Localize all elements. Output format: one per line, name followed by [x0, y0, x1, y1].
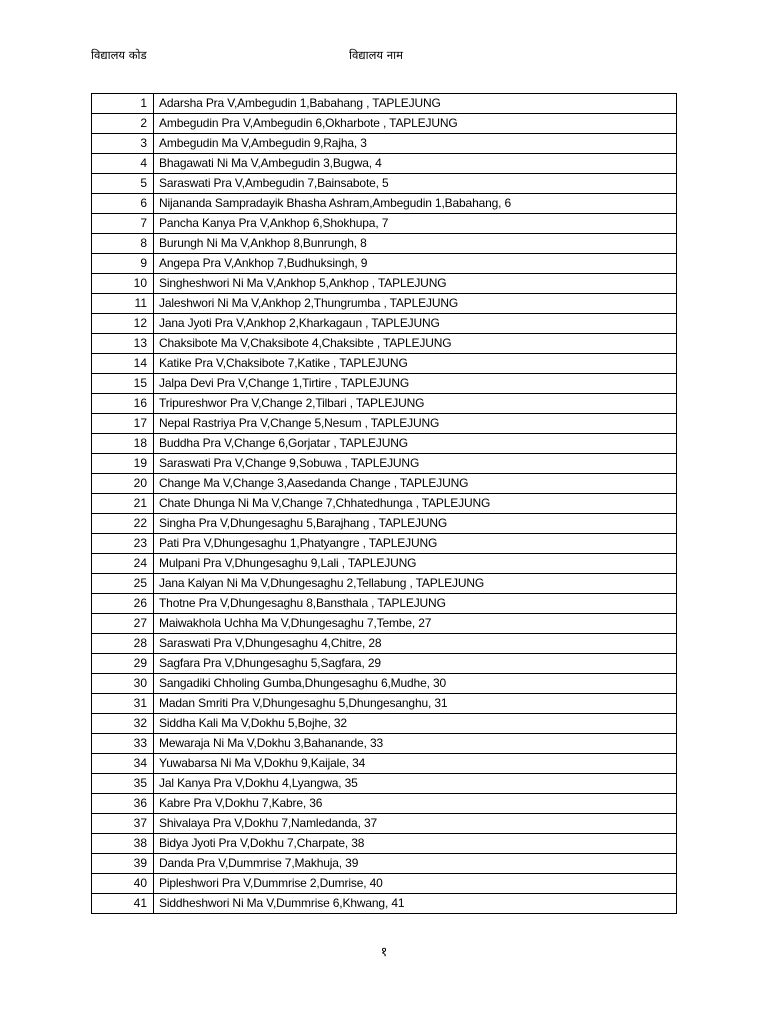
school-name-cell: Yuwabarsa Ni Ma V,Dokhu 9,Kaijale, 34 — [154, 754, 677, 774]
table-row — [92, 514, 677, 534]
table-row — [92, 594, 677, 614]
table-row — [92, 674, 677, 694]
school-name-cell: Katike Pra V,Chaksibote 7,Katike , TAPLEJUNG — [154, 354, 677, 374]
school-name-cell: Siddheshwori Ni Ma V,Dummrise 6,Khwang, 41 — [154, 894, 677, 914]
school-name-cell: Chaksibote Ma V,Chaksibote 4,Chaksibte , TAPLEJUNG — [154, 334, 677, 354]
school-name-cell: Sagfara Pra V,Dhungesaghu 5,Sagfara, 29 — [154, 654, 677, 674]
school-list-table — [91, 93, 677, 914]
school-code-cell: 8 — [92, 234, 154, 254]
school-code-cell: 39 — [92, 854, 154, 874]
table-row — [92, 414, 677, 434]
school-code-cell: 28 — [92, 634, 154, 654]
table-row — [92, 774, 677, 794]
school-code-cell: 21 — [92, 494, 154, 514]
table-row — [92, 734, 677, 754]
school-code-cell: 10 — [92, 274, 154, 294]
school-code-cell: 5 — [92, 174, 154, 194]
school-name-cell: Pati Pra V,Dhungesaghu 1,Phatyangre , TAPLEJUNG — [154, 534, 677, 554]
school-code-cell: 41 — [92, 894, 154, 914]
school-name-cell: Burungh Ni Ma V,Ankhop 8,Bunrungh, 8 — [154, 234, 677, 254]
school-code-cell: 18 — [92, 434, 154, 454]
school-code-cell: 4 — [92, 154, 154, 174]
table-row — [92, 614, 677, 634]
table-row — [92, 794, 677, 814]
table-row — [92, 254, 677, 274]
school-name-cell: Chate Dhunga Ni Ma V,Change 7,Chhatedhunga , TAPLEJUNG — [154, 494, 677, 514]
school-code-cell: 24 — [92, 554, 154, 574]
school-name-cell: Ambegudin Ma V,Ambegudin 9,Rajha, 3 — [154, 134, 677, 154]
table-row — [92, 474, 677, 494]
school-code-cell: 30 — [92, 674, 154, 694]
table-row — [92, 554, 677, 574]
school-code-cell: 16 — [92, 394, 154, 414]
table-row — [92, 354, 677, 374]
table-row — [92, 114, 677, 134]
page-number: १ — [380, 945, 388, 960]
school-name-cell: Change Ma V,Change 3,Aasedanda Change , TAPLEJUNG — [154, 474, 677, 494]
table-row — [92, 214, 677, 234]
table-row — [92, 334, 677, 354]
school-code-cell: 32 — [92, 714, 154, 734]
school-code-cell: 38 — [92, 834, 154, 854]
table-row — [92, 94, 677, 114]
school-name-cell: Pipleshwori Pra V,Dummrise 2,Dumrise, 40 — [154, 874, 677, 894]
school-name-cell: Buddha Pra V,Change 6,Gorjatar , TAPLEJUNG — [154, 434, 677, 454]
school-code-cell: 22 — [92, 514, 154, 534]
school-code-cell: 31 — [92, 694, 154, 714]
school-name-cell: Jal Kanya Pra V,Dokhu 4,Lyangwa, 35 — [154, 774, 677, 794]
school-name-cell: Saraswati Pra V,Ambegudin 7,Bainsabote, 5 — [154, 174, 677, 194]
school-name-cell: Saraswati Pra V,Change 9,Sobuwa , TAPLEJUNG — [154, 454, 677, 474]
school-code-cell: 2 — [92, 114, 154, 134]
school-name-cell: Nijananda Sampradayik Bhasha Ashram,Ambegudin 1,Babahang, 6 — [154, 194, 677, 214]
table-row — [92, 154, 677, 174]
table-row — [92, 294, 677, 314]
school-code-cell: 37 — [92, 814, 154, 834]
table-row — [92, 534, 677, 554]
school-code-cell: 14 — [92, 354, 154, 374]
table-row — [92, 834, 677, 854]
school-code-cell: 19 — [92, 454, 154, 474]
school-code-cell: 3 — [92, 134, 154, 154]
school-code-cell: 33 — [92, 734, 154, 754]
school-code-cell: 26 — [92, 594, 154, 614]
school-name-cell: Jaleshwori Ni Ma V,Ankhop 2,Thungrumba , TAPLEJUNG — [154, 294, 677, 314]
school-code-cell: 35 — [92, 774, 154, 794]
table-row — [92, 634, 677, 654]
school-name-cell: Bidya Jyoti Pra V,Dokhu 7,Charpate, 38 — [154, 834, 677, 854]
school-code-cell: 1 — [92, 94, 154, 114]
table-row — [92, 374, 677, 394]
table-row — [92, 654, 677, 674]
school-name-cell: Mewaraja Ni Ma V,Dokhu 3,Bahanande, 33 — [154, 734, 677, 754]
table-row — [92, 394, 677, 414]
table-row — [92, 694, 677, 714]
school-name-cell: Danda Pra V,Dummrise 7,Makhuja, 39 — [154, 854, 677, 874]
table-row — [92, 434, 677, 454]
school-name-cell: Shivalaya Pra V,Dokhu 7,Namledanda, 37 — [154, 814, 677, 834]
table-row — [92, 274, 677, 294]
table-row — [92, 874, 677, 894]
school-code-cell: 13 — [92, 334, 154, 354]
school-name-cell: Singha Pra V,Dhungesaghu 5,Barajhang , TAPLEJUNG — [154, 514, 677, 534]
table-row — [92, 574, 677, 594]
column-header-school-code: विद्यालय कोड — [91, 48, 147, 62]
school-name-cell: Jana Jyoti Pra V,Ankhop 2,Kharkagaun , TAPLEJUNG — [154, 314, 677, 334]
column-header-school-name: विद्यालय नाम — [349, 48, 403, 62]
school-code-cell: 7 — [92, 214, 154, 234]
table-row — [92, 894, 677, 914]
school-name-cell: Saraswati Pra V,Dhungesaghu 4,Chitre, 28 — [154, 634, 677, 654]
school-name-cell: Jalpa Devi Pra V,Change 1,Tirtire , TAPLEJUNG — [154, 374, 677, 394]
school-code-cell: 11 — [92, 294, 154, 314]
school-name-cell: Mulpani Pra V,Dhungesaghu 9,Lali , TAPLEJUNG — [154, 554, 677, 574]
table-row — [92, 194, 677, 214]
school-code-cell: 27 — [92, 614, 154, 634]
table-row — [92, 754, 677, 774]
table-row — [92, 174, 677, 194]
table-body — [92, 94, 677, 914]
school-code-cell: 12 — [92, 314, 154, 334]
school-name-cell: Adarsha Pra V,Ambegudin 1,Babahang , TAPLEJUNG — [154, 94, 677, 114]
school-name-cell: Maiwakhola Uchha Ma V,Dhungesaghu 7,Tembe, 27 — [154, 614, 677, 634]
table-row — [92, 494, 677, 514]
school-name-cell: Jana Kalyan Ni Ma V,Dhungesaghu 2,Tellabung , TAPLEJUNG — [154, 574, 677, 594]
school-name-cell: Siddha Kali Ma V,Dokhu 5,Bojhe, 32 — [154, 714, 677, 734]
school-name-cell: Pancha Kanya Pra V,Ankhop 6,Shokhupa, 7 — [154, 214, 677, 234]
school-code-cell: 23 — [92, 534, 154, 554]
school-code-cell: 25 — [92, 574, 154, 594]
table-row — [92, 314, 677, 334]
school-code-cell: 6 — [92, 194, 154, 214]
school-name-cell: Angepa Pra V,Ankhop 7,Budhuksingh, 9 — [154, 254, 677, 274]
school-code-cell: 9 — [92, 254, 154, 274]
school-code-cell: 29 — [92, 654, 154, 674]
table-row — [92, 814, 677, 834]
school-name-cell: Singheshwori Ni Ma V,Ankhop 5,Ankhop , TAPLEJUNG — [154, 274, 677, 294]
school-code-cell: 15 — [92, 374, 154, 394]
school-code-cell: 20 — [92, 474, 154, 494]
table-row — [92, 714, 677, 734]
table-row — [92, 234, 677, 254]
school-name-cell: Nepal Rastriya Pra V,Change 5,Nesum , TAPLEJUNG — [154, 414, 677, 434]
school-code-cell: 36 — [92, 794, 154, 814]
school-name-cell: Madan Smriti Pra V,Dhungesaghu 5,Dhungesanghu, 31 — [154, 694, 677, 714]
table-row — [92, 854, 677, 874]
school-name-cell: Kabre Pra V,Dokhu 7,Kabre, 36 — [154, 794, 677, 814]
school-code-cell: 34 — [92, 754, 154, 774]
table-row — [92, 454, 677, 474]
school-code-cell: 17 — [92, 414, 154, 434]
table-row — [92, 134, 677, 154]
school-code-cell: 40 — [92, 874, 154, 894]
school-name-cell: Sangadiki Chholing Gumba,Dhungesaghu 6,Mudhe, 30 — [154, 674, 677, 694]
school-name-cell: Ambegudin Pra V,Ambegudin 6,Okharbote , TAPLEJUNG — [154, 114, 677, 134]
school-name-cell: Bhagawati Ni Ma V,Ambegudin 3,Bugwa, 4 — [154, 154, 677, 174]
school-name-cell: Thotne Pra V,Dhungesaghu 8,Bansthala , TAPLEJUNG — [154, 594, 677, 614]
school-name-cell: Tripureshwor Pra V,Change 2,Tilbari , TAPLEJUNG — [154, 394, 677, 414]
